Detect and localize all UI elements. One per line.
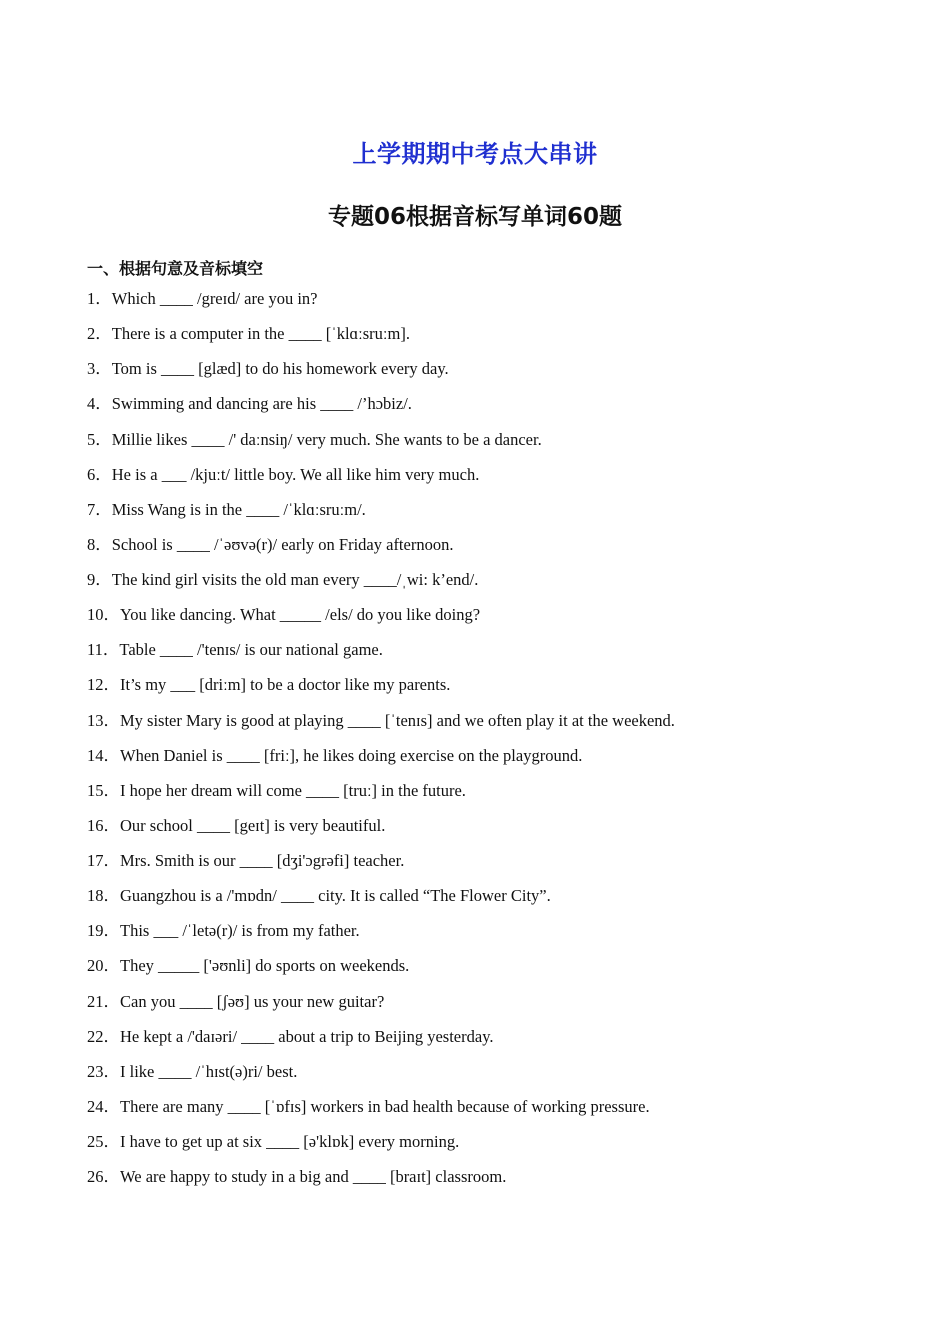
- question-item: [87, 1062, 675, 1097]
- question-item: [87, 992, 675, 1027]
- question-number: 6．: [87, 464, 112, 484]
- question-number: 11．: [87, 640, 120, 660]
- question-number: 24．: [87, 1096, 120, 1116]
- question-item: [87, 1097, 675, 1132]
- question-item: [87, 465, 675, 500]
- question-text: Guangzhou is a /'mɒdn/ ____ city. It is called “The Flower City”.: [120, 886, 551, 906]
- question-item: [87, 816, 675, 851]
- question-text: He kept a /'daɪəri/ ____ about a trip to Beijing yesterday.: [120, 1026, 494, 1046]
- question-text: My sister Mary is good at playing ____ [ˈtenɪs] and we often play it at the weekend.: [120, 710, 675, 730]
- question-item: [87, 1167, 675, 1202]
- question-number: 22．: [87, 1026, 120, 1046]
- question-item: [87, 605, 675, 640]
- question-item: [87, 535, 675, 570]
- question-number: 26．: [87, 1167, 120, 1187]
- question-number: 18．: [87, 886, 120, 906]
- question-number: 16．: [87, 815, 120, 835]
- question-text: Miss Wang is in the ____ /ˈklɑːsruːm/.: [111, 499, 366, 519]
- document-title: 专题06根据音标写单词60题: [327, 204, 622, 230]
- question-text: There is a computer in the ____ [ˈklɑːsruːm].: [111, 324, 410, 344]
- question-item: [87, 324, 675, 359]
- question-item: [87, 1132, 675, 1167]
- question-text: This ___ /ˈletə(r)/ is from my father.: [120, 921, 360, 941]
- question-item: [87, 851, 675, 886]
- question-item: [87, 746, 675, 781]
- question-text: Mrs. Smith is our ____ [dʒi'ɔgrəfi] teacher.: [120, 851, 405, 870]
- question-number: 2．: [87, 324, 112, 344]
- question-text: Which ____ /greɪd/ are you in?: [111, 289, 318, 308]
- question-text: They _____ ['əʊnli] do sports on weekends.: [120, 956, 410, 976]
- question-number: 14．: [87, 745, 120, 765]
- question-number: 8．: [87, 534, 112, 554]
- question-number: 12．: [87, 675, 120, 695]
- question-text: The kind girl visits the old man every ____/ˌwi: k’end/.: [111, 570, 479, 589]
- question-item: [87, 711, 675, 746]
- question-item: [87, 500, 675, 535]
- question-number: 5．: [87, 429, 112, 449]
- question-text: School is ____ /ˈəʊvə(r)/ early on Friday afternoon.: [111, 534, 454, 554]
- question-text: Our school ____ [geɪt] is very beautiful.: [120, 815, 386, 835]
- question-text: Can you ____ [ʃəʊ] us your new guitar?: [120, 991, 385, 1011]
- question-number: 9．: [87, 570, 112, 589]
- question-text: Swimming and dancing are his ____ /’hɔbiz/.: [111, 394, 412, 414]
- question-number: 13．: [87, 710, 120, 730]
- question-number: 15．: [87, 780, 120, 800]
- question-item: [87, 359, 675, 394]
- question-item: [87, 430, 675, 465]
- question-list: [87, 289, 675, 1202]
- series-title: 上学期期中考点大串讲: [352, 140, 598, 168]
- question-text: When Daniel is ____ [friː], he likes doing exercise on the playground.: [120, 745, 583, 765]
- question-number: 21．: [87, 991, 120, 1011]
- question-number: 25．: [87, 1132, 120, 1151]
- question-number: 7．: [87, 499, 112, 519]
- question-text: You like dancing. What _____ /els/ do you like doing?: [120, 605, 481, 625]
- question-item: [87, 886, 675, 921]
- question-item: [87, 640, 675, 675]
- question-text: Tom is ____ [glæd] to do his homework every day.: [111, 359, 449, 379]
- question-number: 19．: [87, 921, 120, 941]
- question-number: 10．: [87, 605, 120, 625]
- question-text: There are many ____ [ˈɒfɪs] workers in bad health because of working pressure.: [120, 1096, 650, 1116]
- question-item: [87, 1027, 675, 1062]
- question-number: 3．: [87, 359, 112, 379]
- question-number: 1．: [87, 289, 112, 308]
- question-item: [87, 289, 675, 324]
- question-text: I have to get up at six ____ [ə'klɒk] every morning.: [120, 1132, 460, 1151]
- question-item: [87, 921, 675, 956]
- question-text: He is a ___ /kjuːt/ little boy. We all like him very much.: [111, 464, 480, 484]
- question-item: [87, 675, 675, 710]
- question-text: Millie likes ____ /' daːnsiŋ/ very much. She wants to be a dancer.: [111, 429, 542, 449]
- question-item: [87, 570, 675, 605]
- section-heading: 一、根据句意及音标填空: [87, 259, 264, 278]
- question-text: I like ____ /ˈhɪst(ə)ri/ best.: [120, 1061, 298, 1081]
- question-item: [87, 781, 675, 816]
- question-text: It’s my ___ [driːm] to be a doctor like my parents.: [120, 675, 451, 695]
- question-number: 17．: [87, 851, 120, 870]
- question-item: [87, 394, 675, 429]
- question-number: 23．: [87, 1061, 120, 1081]
- question-text: I hope her dream will come ____ [truː] in the future.: [120, 780, 466, 800]
- question-text: Table ____ /'tenɪs/ is our national game.: [119, 640, 383, 660]
- question-number: 20．: [87, 956, 120, 976]
- question-text: We are happy to study in a big and ____ [braɪt] classroom.: [120, 1167, 507, 1187]
- question-number: 4．: [87, 394, 112, 414]
- question-item: [87, 956, 675, 991]
